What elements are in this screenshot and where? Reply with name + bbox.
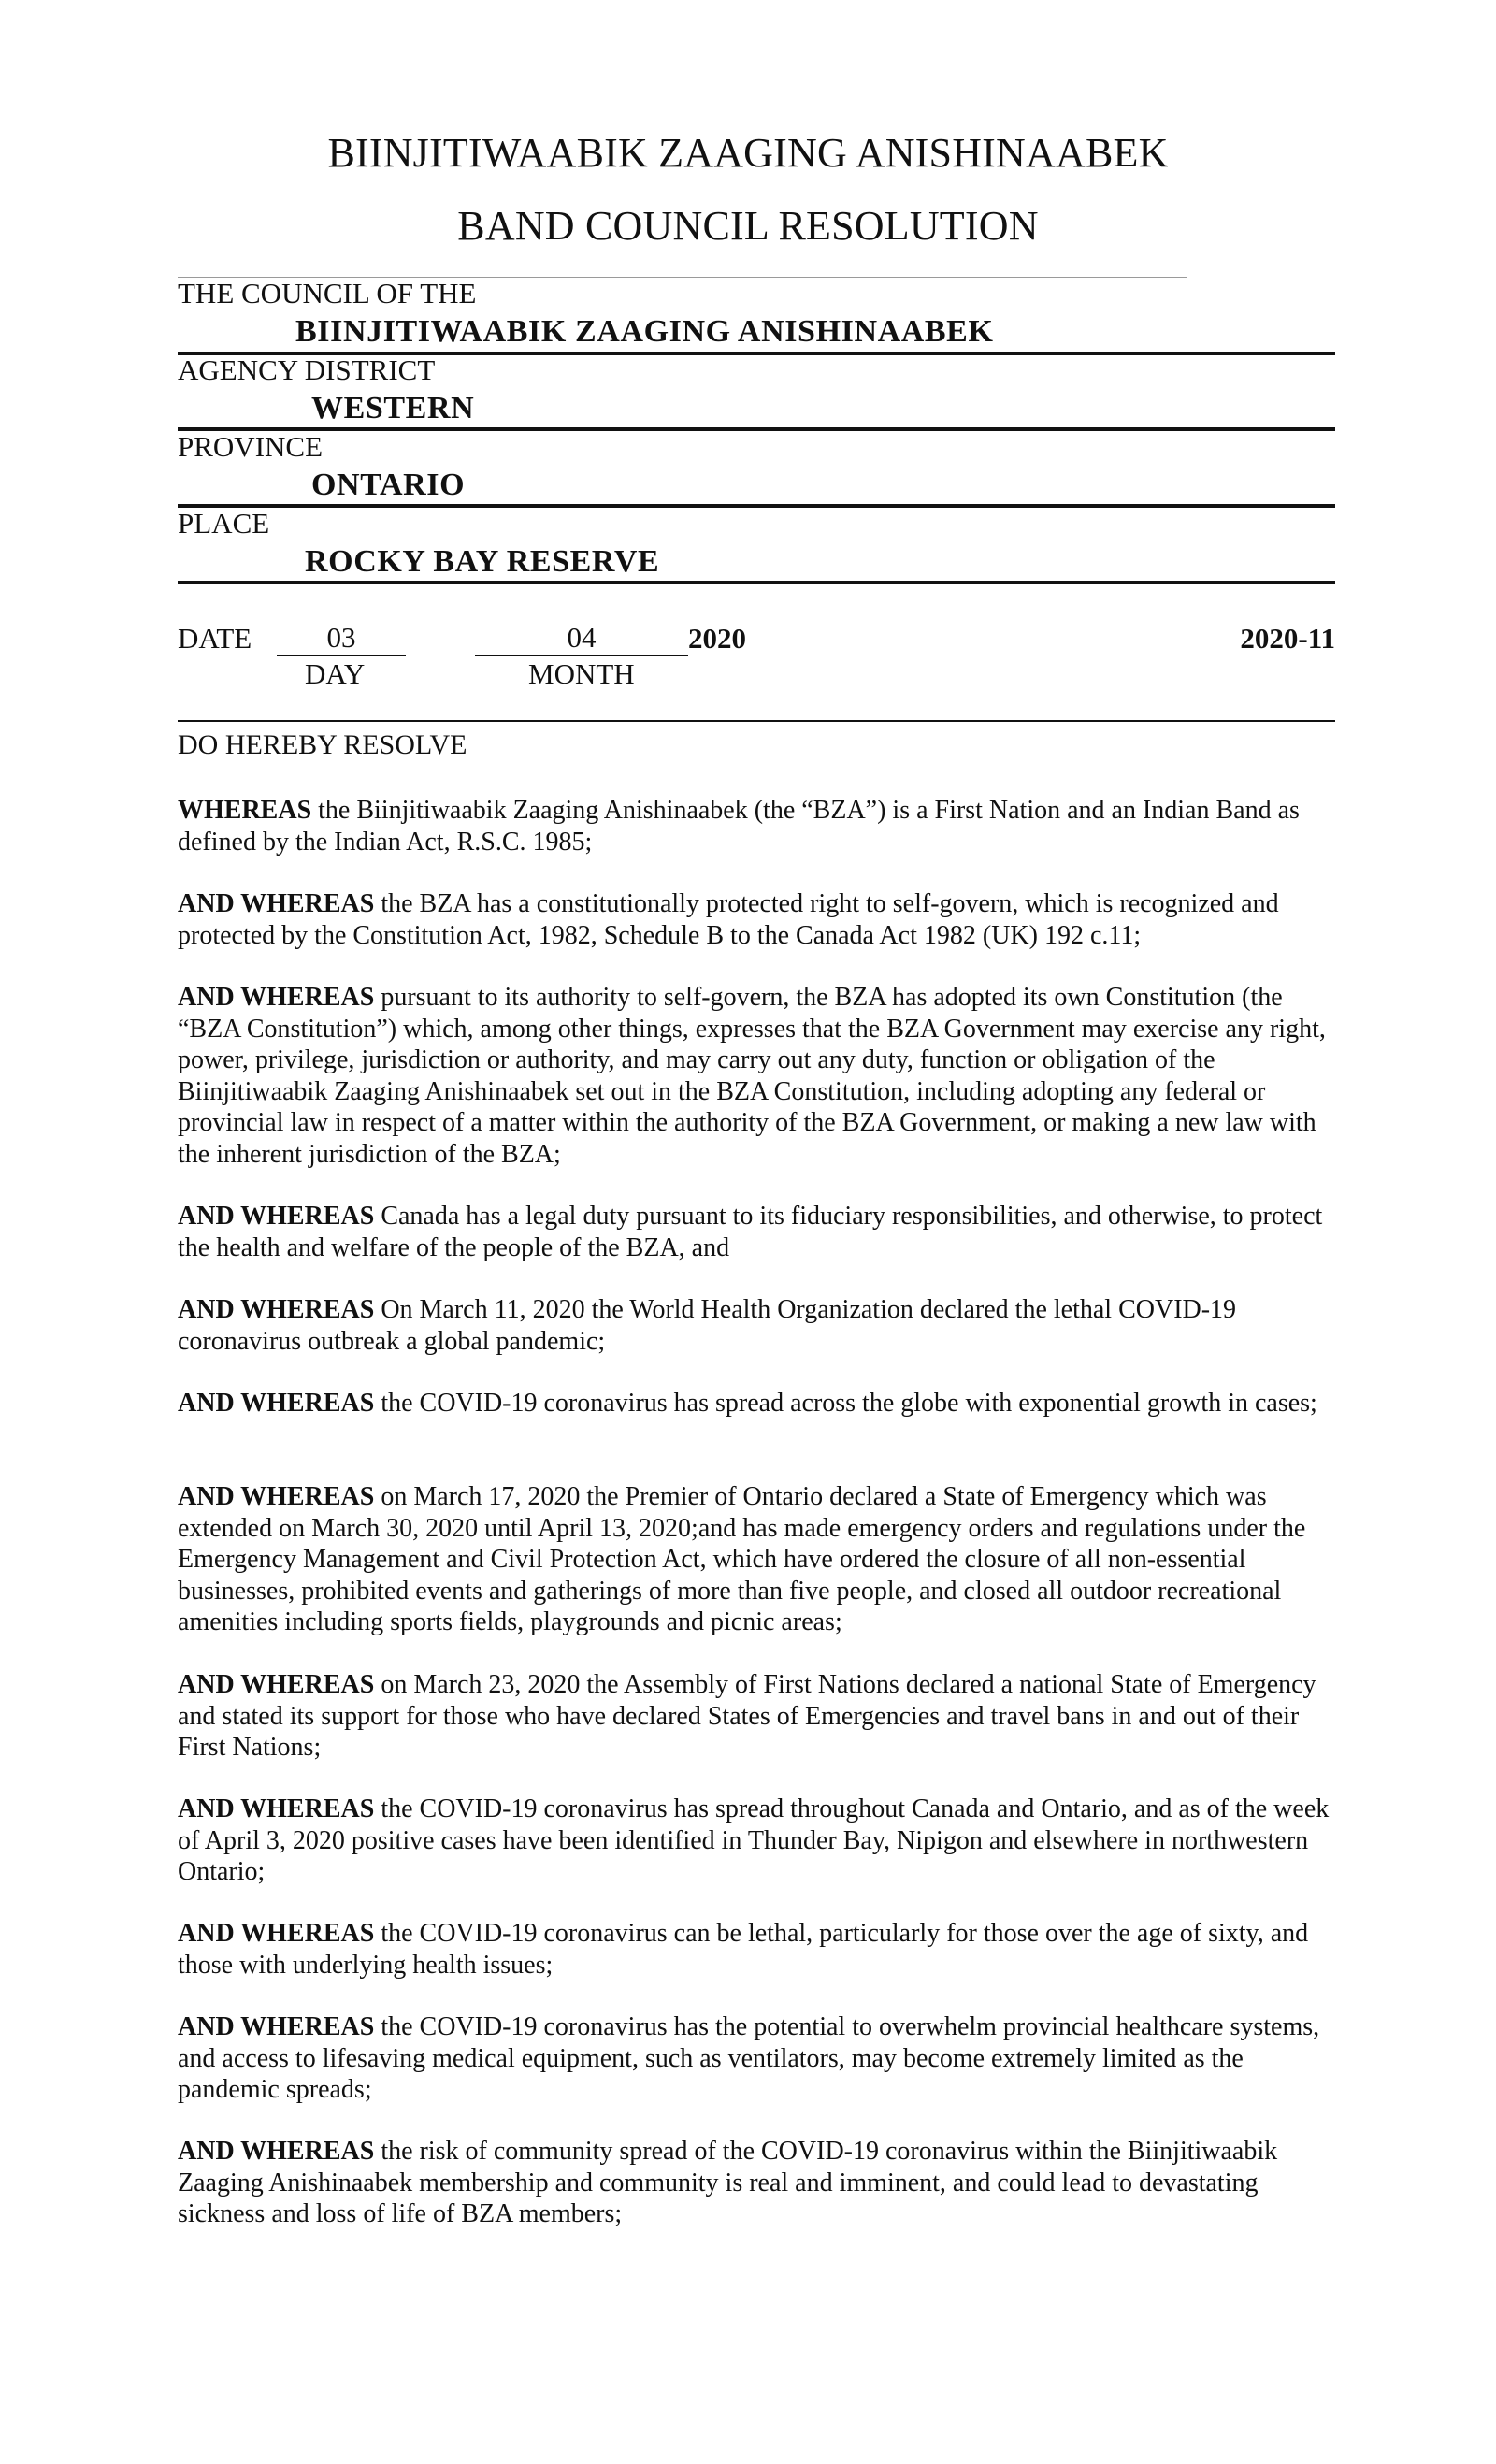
resolve-divider (178, 720, 1335, 722)
clause-5 (178, 1294, 1337, 1357)
clause-12 (178, 2136, 1337, 2230)
clause-lead: AND WHEREAS (178, 1482, 375, 1511)
clause-2 (178, 888, 1337, 951)
clause-4 (178, 1201, 1337, 1263)
agency-label: AGENCY DISTRICT (178, 353, 436, 386)
place-label: PLACE (178, 507, 270, 540)
date-day-field: 03 (277, 622, 406, 656)
council-value: BIINJITIWAABIK ZAAGING ANISHINAABEK (295, 314, 994, 349)
document-title: BIINJITIWAABIK ZAAGING ANISHINAABEK (327, 130, 1169, 176)
clause-lead: AND WHEREAS (178, 2012, 375, 2041)
clause-lead: AND WHEREAS (178, 889, 375, 918)
agency-rule (178, 427, 1335, 431)
clause-text: the COVID-19 coronavirus has spread across the globe with exponential growth in cases; (374, 1389, 1317, 1418)
clause-11 (178, 2011, 1337, 2106)
clause-text: Canada has a legal duty pursuant to its fiduciary responsibilities, and otherwise, to protect the health and welfare of the people of the BZA, and (178, 1202, 1323, 1262)
council-label: THE COUNCIL OF THE (178, 277, 477, 310)
clause-1 (178, 795, 1337, 857)
date-label: DATE (178, 622, 252, 655)
clause-lead: AND WHEREAS (178, 2137, 375, 2166)
clause-text: on March 17, 2020 the Premier of Ontario declared a State of Emergency which was extended on March 30, 2020 until April 13, 2020;and has made emergency orders and regulations under the Emergency Management and Civil Protection Act, which have ordered the closure of all non-essential businesses, prohibited events and gatherings of more than five people, and closed all outdoor recreational amenities including sports fields, playgrounds and picnic areas; (178, 1482, 1306, 1636)
document-subtitle: BAND COUNCIL RESOLUTION (457, 203, 1039, 249)
clause-lead: AND WHEREAS (178, 983, 375, 1012)
clause-text: the Biinjitiwaabik Zaaging Anishinaabek (the “BZA”) is a First Nation and an Indian Band as defined by the Indian Act, R.S.C. 1985; (178, 796, 1300, 857)
clause-lead: AND WHEREAS (178, 1670, 375, 1699)
date-month-field: 04 (475, 622, 688, 656)
clause-6 (178, 1388, 1337, 1419)
province-value: ONTARIO (311, 468, 466, 502)
day-caption: DAY (305, 657, 366, 690)
clause-lead: AND WHEREAS (178, 1919, 375, 1948)
resolution-number: 2020-11 (1240, 622, 1335, 655)
clause-text: the BZA has a constitutionally protected right to self-govern, which is recognized and protected by the Constitution Act, 1982, Schedule B to the Canada Act 1982 (UK) 192 c.11; (178, 889, 1279, 950)
clause-lead: AND WHEREAS (178, 1389, 375, 1418)
clause-lead: AND WHEREAS (178, 1202, 375, 1231)
place-value: ROCKY BAY RESERVE (305, 544, 660, 579)
province-label: PROVINCE (178, 430, 324, 463)
date-year: 2020 (688, 622, 746, 655)
clause-text: pursuant to its authority to self-govern, the BZA has adopted its own Constitution (the “BZA Constitution”) which, among other things, expresses that the BZA Government may exercise any right, power, privilege, jurisdiction or authority, and may carry out any duty, function or obligation of the Biinjitiwaabik Zaaging Anishinaabek set out in the BZA Constitution, including adopting any federal or provincial law in respect of a matter within the authority of the BZA Government, or making a new law with the inherent jurisdiction of the BZA; (178, 983, 1326, 1169)
clause-8 (178, 1669, 1337, 1764)
clause-text: the risk of community spread of the COVID-19 coronavirus within the Biinjitiwaabik Zaaging Anishinaabek membership and community is real and imminent, and could lead to devastating sickness and loss of life of BZA members; (178, 2137, 1278, 2228)
clause-lead: AND WHEREAS (178, 1794, 375, 1823)
clause-lead: AND WHEREAS (178, 1295, 375, 1324)
clause-text: the COVID-19 coronavirus can be lethal, particularly for those over the age of sixty, and those with underlying health issues; (178, 1919, 1309, 1980)
clause-text: on March 23, 2020 the Assembly of First Nations declared a national State of Emergency and stated its support for those who have declared States of Emergencies and travel bans in and out of their First Nations; (178, 1670, 1316, 1762)
clause-text: the COVID-19 coronavirus has spread throughout Canada and Ontario, and as of the week of April 3, 2020 positive cases have been identified in Thunder Bay, Nipigon and elsewhere in northwestern Ontario; (178, 1794, 1330, 1886)
agency-value: WESTERN (311, 391, 475, 425)
resolve-heading: DO HEREBY RESOLVE (178, 729, 468, 760)
place-rule (178, 581, 1335, 584)
clause-10 (178, 1918, 1337, 1981)
clause-3 (178, 982, 1337, 1170)
month-caption: MONTH (528, 657, 635, 690)
clause-text: On March 11, 2020 the World Health Organization declared the lethal COVID-19 coronavirus outbreak a global pandemic; (178, 1295, 1237, 1356)
clause-9 (178, 1794, 1337, 1888)
clause-lead: WHEREAS (178, 796, 312, 825)
clause-text: the COVID-19 coronavirus has the potential to overwhelm provincial healthcare systems, and access to lifesaving medical equipment, such as ventilators, may become extremely limited as the pandemic spreads; (178, 2012, 1320, 2104)
clause-7 (178, 1481, 1337, 1638)
province-rule (178, 504, 1335, 508)
